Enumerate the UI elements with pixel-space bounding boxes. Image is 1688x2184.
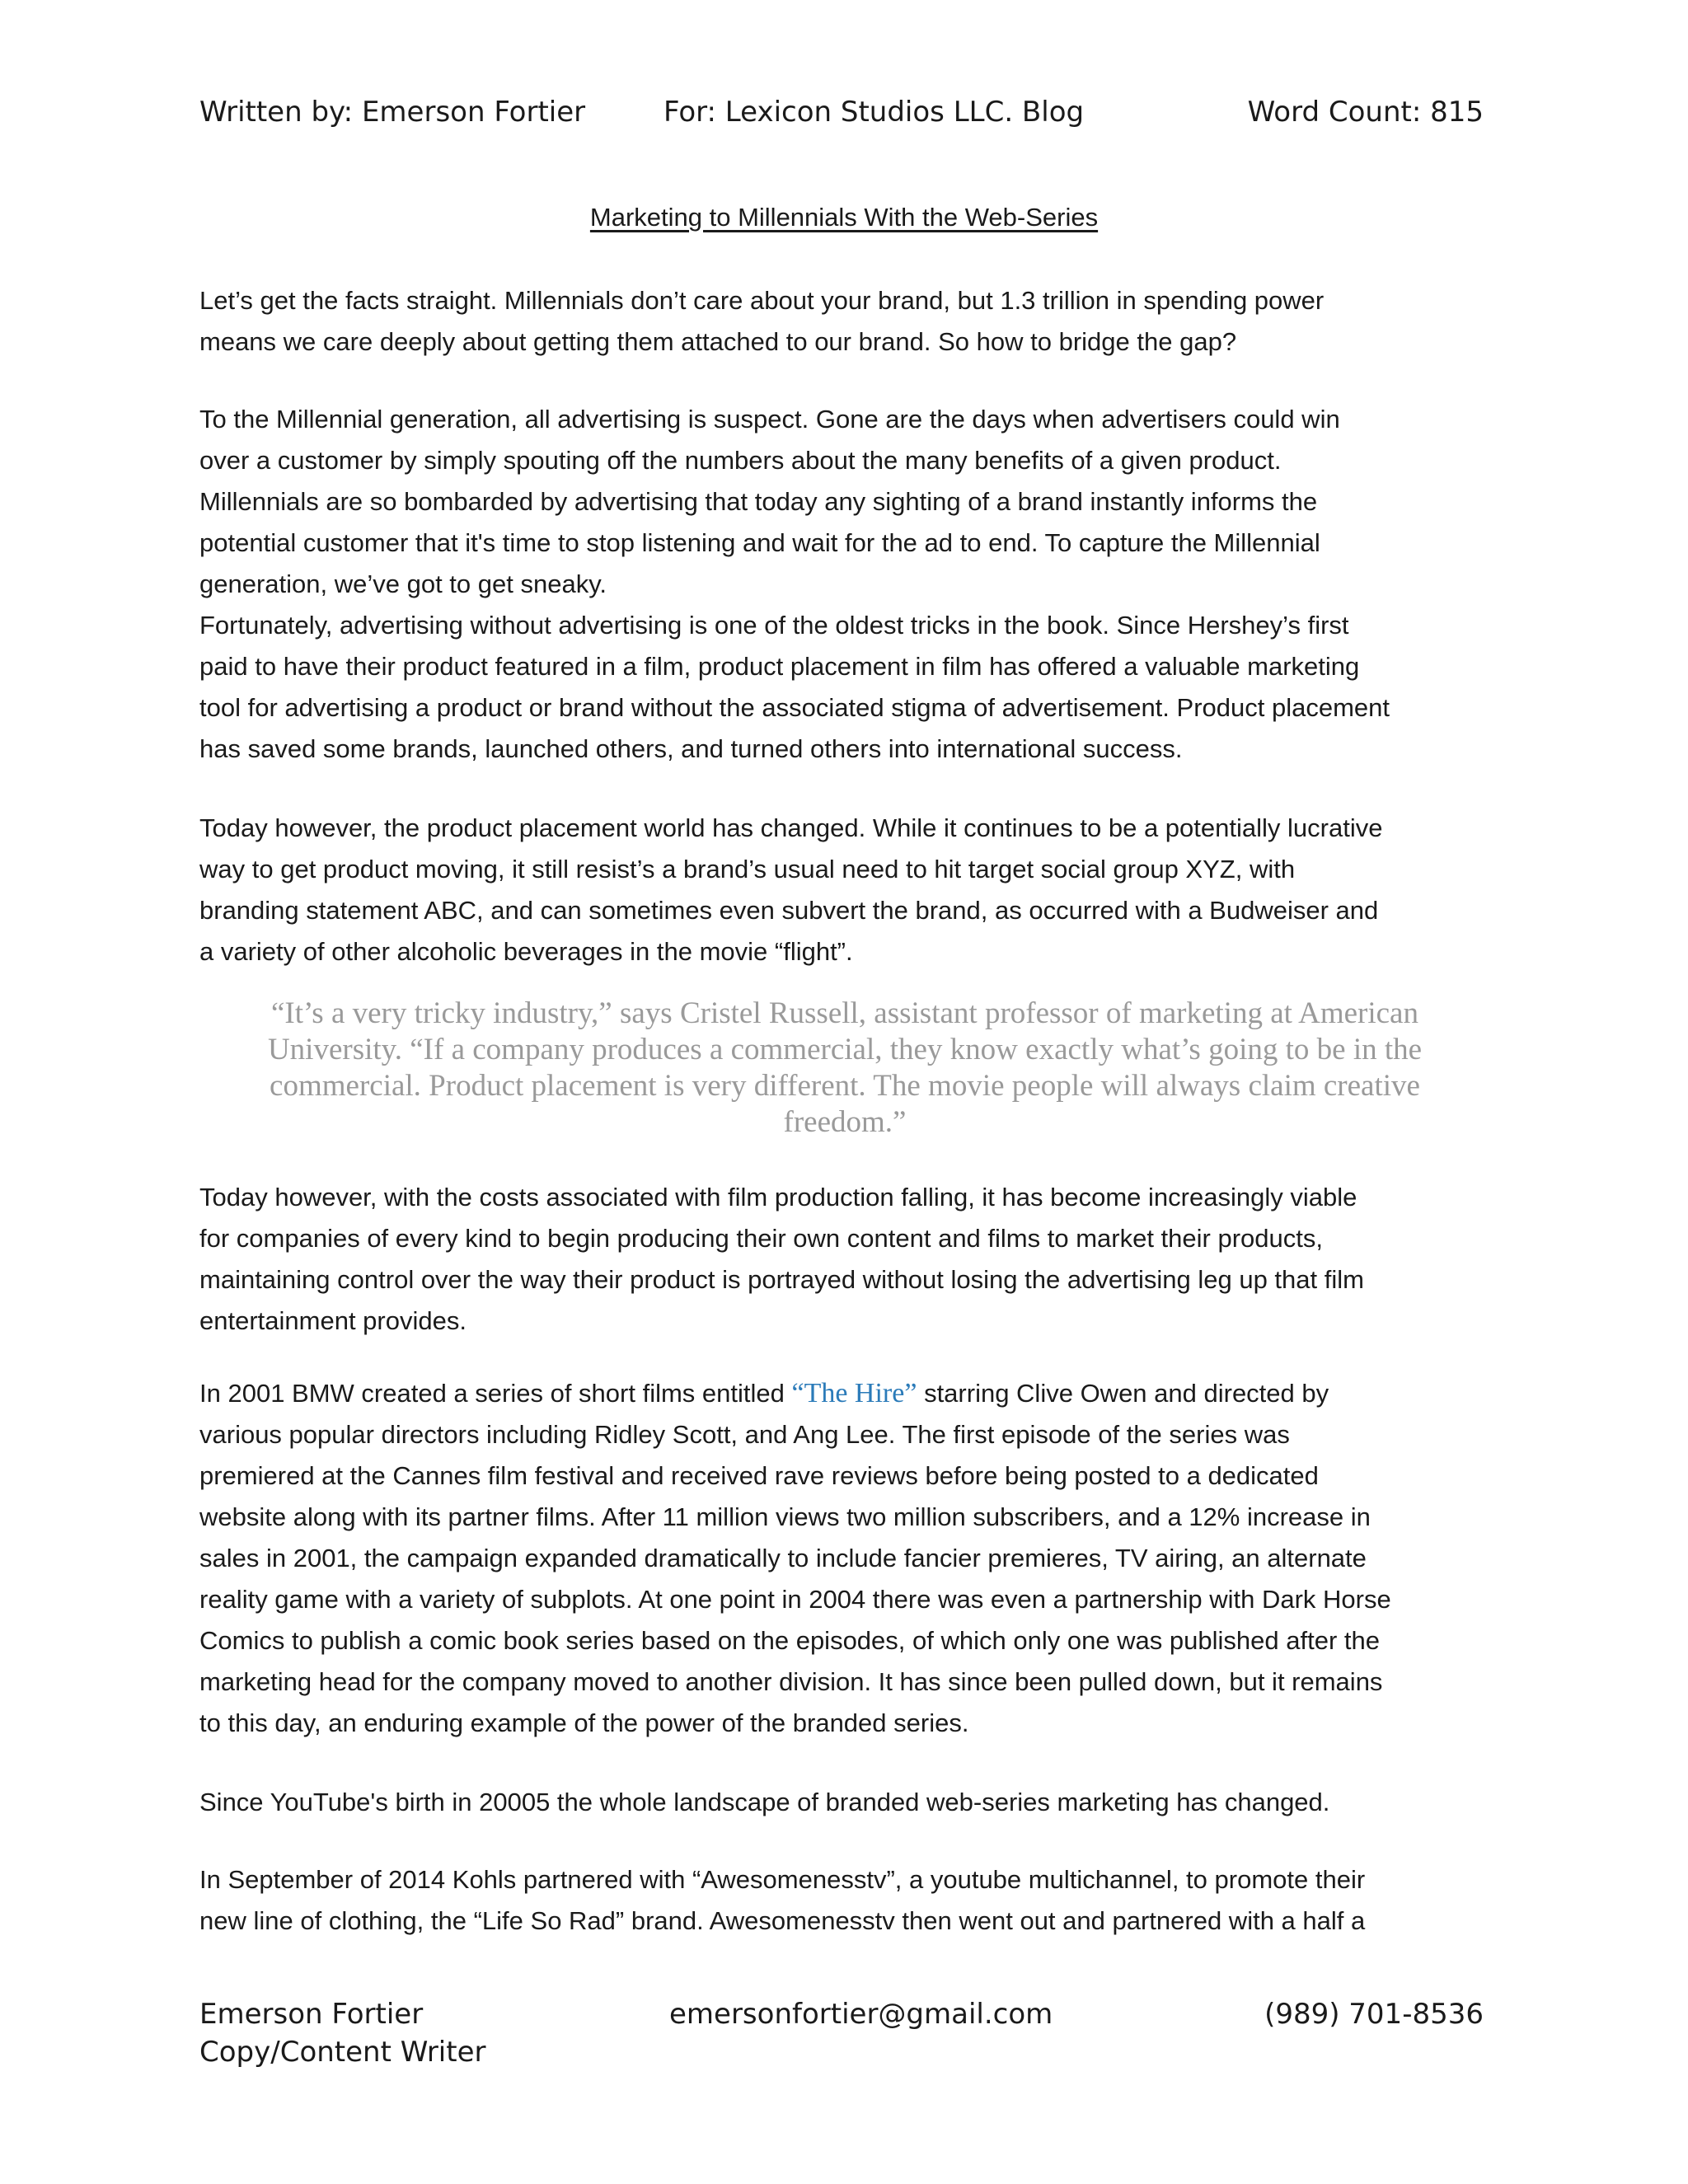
text-line: In September of 2014 Kohls partnered with “Awesomenesstv”, a youtube multichannel, to promote their [199, 1865, 1366, 1894]
paragraph-intro [199, 280, 1485, 363]
text-line: premiered at the Cannes film festival and received rave reviews before being posted to a dedicated [199, 1461, 1319, 1490]
quote-line: commercial. Product placement is very different. The movie people will always claim creative [270, 1069, 1420, 1103]
text-line: new line of clothing, the “Life So Rad” brand. Awesomenesstv then went out and partnered with a half a [199, 1906, 1366, 1935]
header-word-count: Word Count: 815 [1247, 96, 1484, 129]
text-line: website along with its partner films. After 11 million views two million subscribers, and a 12% increase in [199, 1502, 1371, 1531]
paragraph-youtube [199, 1782, 1485, 1823]
text-line: has saved some brands, launched others, and turned others into international success. [199, 734, 1183, 763]
text-line: Today however, the product placement world has changed. While it continues to be a potentially lucrative [199, 813, 1383, 842]
text-line: Since YouTube's birth in 20005 the whole landscape of branded web-series marketing has changed. [199, 1788, 1330, 1816]
text-line: Comics to publish a comic book series based on the episodes, of which only one was published after the [199, 1626, 1380, 1655]
text-line: over a customer by simply spouting off the numbers about the many benefits of a given product. [199, 446, 1282, 475]
text-line: sales in 2001, the campaign expanded dramatically to include fancier premieres, TV airing, an alternate [199, 1544, 1367, 1572]
footer-phone[interactable]: (989) 701-8536 [1264, 1998, 1484, 2031]
pull-quote [235, 996, 1455, 1141]
quote-line: University. “If a company produces a commercial, they know exactly what’s going to be in the [267, 1033, 1423, 1066]
text-line: Millennials are so bombarded by advertising that today any sighting of a brand instantly informs the [199, 487, 1318, 516]
paragraph-product-placement [199, 808, 1485, 972]
text-line: to this day, an enduring example of the power of the branded series. [199, 1708, 969, 1737]
text-line: entertainment provides. [199, 1306, 467, 1335]
article-title: Marketing to Millennials With the Web-Series [589, 203, 1099, 232]
text-line: branding statement ABC, and can sometimes even subvert the brand, as occurred with a Budweiser and [199, 896, 1379, 925]
text-line: Today however, with the costs associated with film production falling, it has become increasingly viable [199, 1183, 1357, 1212]
text-line: tool for advertising a product or brand without the associated stigma of advertisement. Product placement [199, 693, 1390, 722]
text-line: Let’s get the facts straight. Millennials don’t care about your brand, but 1.3 trillion in spending power [199, 286, 1325, 315]
text-line: way to get product moving, it still resist’s a brand’s usual need to hit target social group XYZ, with [199, 855, 1296, 883]
text-line: various popular directors including Ridley Scott, and Ang Lee. The first episode of the series was [199, 1420, 1290, 1449]
paragraph-advertising [199, 399, 1485, 770]
paragraph-kohls [199, 1859, 1485, 1942]
text-line [199, 1373, 1485, 1414]
header-author: Written by: Emerson Fortier [199, 96, 586, 129]
text-line: To the Millennial generation, all advertising is suspect. Gone are the days when advertisers could win [199, 405, 1340, 434]
text-line: potential customer that it's time to stop listening and wait for the ad to end. To capture the Millennial [199, 528, 1320, 557]
text-line: for companies of every kind to begin producing their own content and films to market their products, [199, 1224, 1323, 1253]
paragraph-production-costs [199, 1177, 1485, 1342]
footer-email[interactable]: emersonfortier@gmail.com [669, 1998, 1053, 2031]
quote-line: “It’s a very tricky industry,” says Cristel Russell, assistant professor of marketing at American [271, 996, 1418, 1030]
quote-line: freedom.” [783, 1105, 907, 1139]
text-line: reality game with a variety of subplots. At one point in 2004 there was even a partnership with Dark Horse [199, 1585, 1391, 1614]
text-line: maintaining control over the way their product is portrayed without losing the advertising leg up that film [199, 1265, 1364, 1294]
text-segment: starring Clive Owen and directed by [917, 1379, 1329, 1408]
text-line: means we care deeply about getting them attached to our brand. So how to bridge the gap? [199, 327, 1237, 356]
text-line: a variety of other alcoholic beverages in the movie “flight”. [199, 937, 853, 966]
header-client: For: Lexicon Studios LLC. Blog [663, 96, 1085, 129]
paragraph-bmw [199, 1373, 1485, 1744]
footer-role: Copy/Content Writer [199, 2036, 486, 2069]
text-segment: In 2001 BMW created a series of short films entitled [199, 1379, 792, 1408]
footer-name: Emerson Fortier [199, 1998, 424, 2031]
text-line: paid to have their product featured in a film, product placement in film has offered a valuable marketing [199, 652, 1360, 681]
text-line: marketing head for the company moved to another division. It has since been pulled down, but it remains [199, 1667, 1383, 1696]
text-line: Fortunately, advertising without advertising is one of the oldest tricks in the book. Since Hershey’s first [199, 611, 1349, 640]
the-hire-link[interactable]: “The Hire” [791, 1378, 917, 1408]
text-line: generation, we’ve got to get sneaky. [199, 569, 607, 598]
